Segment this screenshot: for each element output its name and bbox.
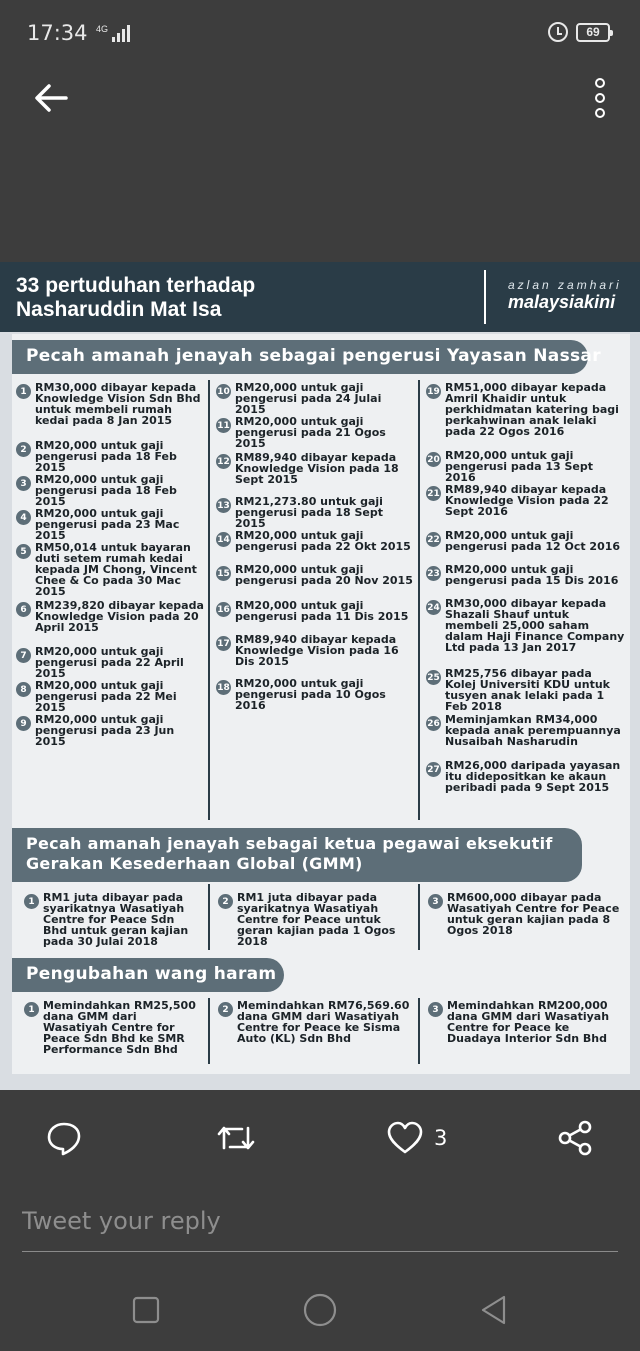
charge-item bbox=[426, 382, 626, 437]
charge-item bbox=[216, 496, 414, 529]
charge-item bbox=[16, 508, 204, 541]
charge-number: 2 bbox=[218, 1002, 233, 1017]
share-button[interactable] bbox=[556, 1118, 594, 1158]
charge-text: RM89,940 dibayar kepada Knowledge Vision pada 22 Sept 2016 bbox=[445, 483, 609, 518]
alarm-icon bbox=[548, 22, 568, 42]
section-banner-gmm: Pecah amanah jenayah sebagai ketua pegawai eksekutif Gerakan Kesederhaan Global (GMM) bbox=[12, 828, 582, 882]
status-time: 17:34 bbox=[27, 21, 88, 45]
column-divider bbox=[208, 884, 210, 950]
section-banner-money-laundering: Pengubahan wang haram bbox=[12, 958, 284, 992]
charge-number: 10 bbox=[216, 384, 231, 399]
comment-icon bbox=[46, 1120, 82, 1156]
charge-number: 2 bbox=[218, 894, 233, 909]
reply-input[interactable] bbox=[22, 1196, 618, 1246]
circle-icon bbox=[302, 1292, 338, 1328]
charge-item bbox=[16, 382, 204, 426]
more-options-button[interactable] bbox=[590, 76, 610, 120]
charge-item bbox=[426, 484, 626, 517]
charge-item bbox=[16, 714, 204, 747]
charge-number: 27 bbox=[426, 762, 441, 777]
back-nav-button[interactable] bbox=[476, 1292, 512, 1328]
charge-item bbox=[426, 668, 626, 712]
charge-number: 22 bbox=[426, 532, 441, 547]
charge-item bbox=[426, 714, 626, 747]
charge-number: 3 bbox=[428, 1002, 443, 1017]
charge-number: 13 bbox=[216, 498, 231, 513]
charge-number: 8 bbox=[16, 682, 31, 697]
charge-item bbox=[216, 530, 414, 552]
charge-number: 24 bbox=[426, 600, 441, 615]
charge-number: 6 bbox=[16, 602, 31, 617]
charge-item bbox=[218, 892, 414, 947]
charge-text: RM20,000 untuk gaji pengerusi pada 21 Ogos 2015 bbox=[235, 415, 386, 450]
recent-apps-button[interactable] bbox=[128, 1292, 164, 1328]
charge-text: RM20,000 untuk gaji pengerusi pada 23 Jun 2015 bbox=[35, 713, 175, 748]
charge-text: RM21,273.80 untuk gaji pengerusi pada 18 Sept 2015 bbox=[235, 495, 383, 530]
charge-item bbox=[426, 760, 626, 793]
charge-number: 20 bbox=[426, 452, 441, 467]
retweet-icon bbox=[216, 1120, 256, 1156]
charge-item bbox=[428, 892, 624, 936]
app-bar bbox=[0, 66, 640, 130]
charge-text: RM20,000 untuk gaji pengerusi pada 18 Feb 2015 bbox=[35, 473, 177, 508]
charge-text: RM20,000 untuk gaji pengerusi pada 13 Sept 2016 bbox=[445, 449, 593, 484]
status-bar bbox=[0, 0, 640, 66]
charge-text: Memindahkan RM25,500 dana GMM dari Wasatiyah Centre for Peace Sdn Bhd ke SMR Performance Sdn Bhd bbox=[43, 999, 196, 1056]
charge-number: 19 bbox=[426, 384, 441, 399]
charge-item bbox=[216, 564, 414, 586]
charge-text: RM600,000 dibayar pada Wasatiyah Centre for Peace untuk geran kajian pada 8 Ogos 2018 bbox=[447, 891, 620, 937]
charge-item bbox=[426, 530, 626, 552]
charge-item bbox=[218, 1000, 414, 1044]
charge-text: Memindahkan RM200,000 dana GMM dari Wasatiyah Centre for Peace ke Duadaya Interior Sdn Bhd bbox=[447, 999, 610, 1045]
charge-text: RM20,000 untuk gaji pengerusi pada 23 Mac 2015 bbox=[35, 507, 180, 542]
section-banner-trustee: Pecah amanah jenayah sebagai pengerusi Yayasan Nassar bbox=[12, 340, 588, 374]
charge-item bbox=[16, 600, 204, 633]
heart-icon bbox=[386, 1120, 424, 1156]
share-icon bbox=[556, 1120, 594, 1156]
charge-number: 3 bbox=[16, 476, 31, 491]
charge-number: 1 bbox=[24, 1002, 39, 1017]
charge-text: RM20,000 untuk gaji pengerusi pada 22 Okt 2015 bbox=[235, 529, 411, 553]
charge-text: Memindahkan RM76,569.60 dana GMM dari Wasatiyah Centre for Peace ke Sisma Auto (KL) Sdn Bhd bbox=[237, 999, 410, 1045]
home-button[interactable] bbox=[302, 1292, 338, 1328]
charge-number: 18 bbox=[216, 680, 231, 695]
charge-text: RM25,756 dibayar pada Kolej Universiti KDU untuk tusyen anak lelaki pada 1 Feb 2018 bbox=[445, 667, 610, 713]
charge-item bbox=[216, 600, 414, 622]
charge-item bbox=[216, 452, 414, 485]
column-divider bbox=[208, 380, 210, 820]
reply-field[interactable] bbox=[22, 1196, 618, 1252]
battery-icon: 69 bbox=[576, 23, 610, 42]
charge-number: 23 bbox=[426, 566, 441, 581]
charge-text: RM20,000 untuk gaji pengerusi pada 22 April 2015 bbox=[35, 645, 184, 680]
charge-number: 1 bbox=[24, 894, 39, 909]
charge-number: 15 bbox=[216, 566, 231, 581]
charge-text: RM89,940 dibayar kepada Knowledge Vision pada 16 Dis 2015 bbox=[235, 633, 399, 668]
brand-logo: malaysiakini bbox=[508, 292, 616, 312]
charge-item bbox=[16, 542, 204, 597]
arrow-left-icon bbox=[32, 80, 72, 116]
charge-text: RM20,000 untuk gaji pengerusi pada 11 Dis 2015 bbox=[235, 599, 409, 623]
brand-credit: azlan zamhari bbox=[508, 278, 622, 292]
charge-number: 11 bbox=[216, 418, 231, 433]
charge-item bbox=[216, 678, 414, 711]
charge-number: 21 bbox=[426, 486, 441, 501]
charge-text: RM51,000 dibayar kepada Amril Khaidir untuk perkhidmatan katering bagi perkahwinan anak lelaki pada 22 Ogos 2016 bbox=[445, 381, 619, 438]
charge-number: 12 bbox=[216, 454, 231, 469]
retweet-button[interactable] bbox=[216, 1118, 256, 1158]
infographic-title: 33 pertuduhan terhadap Nasharuddin Mat Isa bbox=[16, 274, 256, 321]
charge-text: RM89,940 dibayar kepada Knowledge Vision pada 18 Sept 2015 bbox=[235, 451, 399, 486]
charge-number: 2 bbox=[16, 442, 31, 457]
more-vertical-icon bbox=[595, 78, 605, 88]
charge-text: RM20,000 untuk gaji pengerusi pada 15 Dis 2016 bbox=[445, 563, 619, 587]
square-icon bbox=[128, 1292, 164, 1328]
charge-text: RM26,000 daripada yayasan itu didepositkan ke akaun peribadi pada 9 Sept 2015 bbox=[445, 759, 621, 794]
like-count: 3 bbox=[434, 1126, 448, 1150]
charge-item bbox=[216, 382, 414, 415]
charge-text: RM30,000 dibayar kepada Shazali Shauf untuk membeli 25,000 saham dalam Haji Finance Company Ltd pada 13 Jan 2017 bbox=[445, 597, 625, 654]
charge-item bbox=[216, 416, 414, 449]
tweet-actions bbox=[0, 1110, 640, 1166]
tweet-image[interactable] bbox=[0, 262, 640, 1090]
reply-button[interactable] bbox=[46, 1118, 82, 1158]
charge-number: 4 bbox=[16, 510, 31, 525]
charge-item bbox=[24, 892, 202, 947]
charge-item bbox=[216, 634, 414, 667]
charge-text: RM30,000 dibayar kepada Knowledge Vision Sdn Bhd untuk membeli rumah kedai pada 8 Jan 2015 bbox=[35, 381, 201, 427]
charge-number: 3 bbox=[428, 894, 443, 909]
column-divider bbox=[418, 380, 420, 820]
charge-text: Meminjamkan RM34,000 kepada anak perempuannya Nusaibah Nasharudin bbox=[445, 713, 621, 748]
triangle-icon bbox=[476, 1292, 512, 1328]
charge-number: 9 bbox=[16, 716, 31, 731]
charge-number: 14 bbox=[216, 532, 231, 547]
charge-text: RM1 juta dibayar pada syarikatnya Wasatiyah Centre for Peace untuk geran kajian pada 1 Ogos 2018 bbox=[237, 891, 396, 948]
signal-icon bbox=[96, 24, 130, 42]
network-type: 4G bbox=[96, 24, 109, 34]
infographic-body bbox=[12, 334, 630, 1074]
charge-text: RM1 juta dibayar pada syarikatnya Wasatiyah Centre for Peace Sdn Bhd untuk geran kajian pada 30 Julai 2018 bbox=[43, 891, 189, 948]
charge-text: RM20,000 untuk gaji pengerusi pada 12 Oct 2016 bbox=[445, 529, 621, 553]
charge-text: RM20,000 untuk gaji pengerusi pada 18 Feb 2015 bbox=[35, 439, 177, 474]
charge-item bbox=[16, 440, 204, 473]
column-divider bbox=[418, 884, 420, 950]
charge-text: RM20,000 untuk gaji pengerusi pada 22 Mei 2015 bbox=[35, 679, 177, 714]
header-divider bbox=[484, 270, 486, 324]
charge-item bbox=[428, 1000, 624, 1044]
charge-item bbox=[16, 646, 204, 679]
charge-item bbox=[426, 598, 626, 653]
charge-number: 5 bbox=[16, 544, 31, 559]
charge-text: RM239,820 dibayar kepada Knowledge Vision pada 20 April 2015 bbox=[35, 599, 204, 634]
charge-number: 1 bbox=[16, 384, 31, 399]
charge-item bbox=[16, 680, 204, 713]
infographic-header bbox=[0, 262, 640, 332]
charge-text: RM20,000 untuk gaji pengerusi pada 24 Julai 2015 bbox=[235, 381, 382, 416]
charge-item bbox=[426, 564, 626, 586]
charge-text: RM50,014 untuk bayaran duti setem rumah kedai kepada JM Chong, Vincent Chee & Co pada 30 Mac 2015 bbox=[35, 541, 197, 598]
charge-text: RM20,000 untuk gaji pengerusi pada 20 Nov 2015 bbox=[235, 563, 413, 587]
charge-text: RM20,000 untuk gaji pengerusi pada 10 Ogos 2016 bbox=[235, 677, 386, 712]
charge-number: 17 bbox=[216, 636, 231, 651]
column-divider bbox=[208, 998, 210, 1064]
back-button[interactable] bbox=[32, 80, 72, 116]
charge-number: 7 bbox=[16, 648, 31, 663]
charge-item bbox=[24, 1000, 202, 1055]
column-divider bbox=[418, 998, 420, 1064]
charge-item bbox=[16, 474, 204, 507]
charge-number: 26 bbox=[426, 716, 441, 731]
system-nav-bar bbox=[0, 1270, 640, 1351]
like-button[interactable] bbox=[386, 1118, 447, 1158]
charge-number: 16 bbox=[216, 602, 231, 617]
charge-number: 25 bbox=[426, 670, 441, 685]
charge-item bbox=[426, 450, 626, 483]
